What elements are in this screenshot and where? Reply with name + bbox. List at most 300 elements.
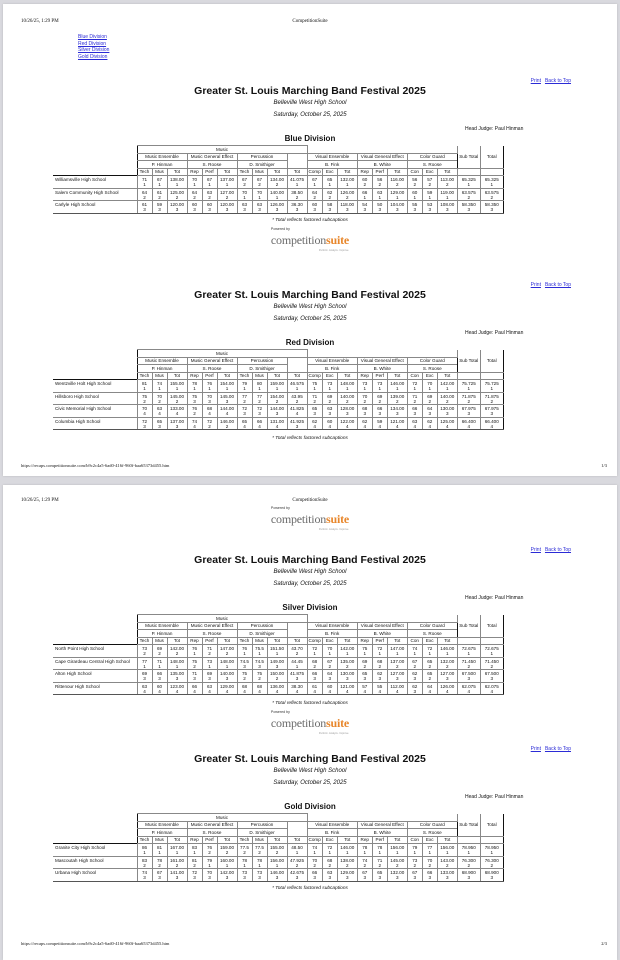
score-value: 70 — [141, 406, 148, 412]
header-music: Music — [137, 350, 307, 358]
competitionsuite-logo — [3, 227, 617, 256]
score-rank: 2 — [363, 398, 367, 404]
score-rank: 2 — [428, 862, 432, 868]
score-rank: 2 — [243, 850, 246, 856]
score-rank: 1 — [413, 850, 417, 856]
table-row — [53, 869, 503, 882]
header-music-ensemble: Music Ensemble — [137, 622, 187, 630]
score-rank: 2 — [363, 862, 367, 868]
score-value: 54 — [362, 202, 368, 208]
score-cell — [287, 380, 307, 393]
back-to-top-link[interactable]: Back to Top — [544, 547, 571, 553]
score-value: 38.30 — [291, 683, 303, 689]
score-rank: 1 — [275, 862, 279, 868]
score-value: 56 — [412, 177, 418, 182]
score-rank: 2 — [275, 182, 279, 188]
col-header-tech: Tech — [137, 372, 152, 380]
score-value: 76 — [191, 646, 198, 651]
score-value: 151.50 — [269, 646, 285, 651]
score-value: 78 — [156, 857, 163, 863]
score-cell — [457, 856, 480, 869]
score-value: 142.00 — [340, 646, 355, 651]
score-value: 154.00 — [219, 381, 235, 386]
score-value: 60 — [327, 418, 333, 424]
score-cell — [237, 682, 252, 695]
score-value: 74 — [156, 381, 163, 386]
score-cell — [422, 869, 437, 882]
score-value: 60 — [412, 189, 418, 195]
score-value: 131.00 — [269, 418, 285, 424]
score-cell — [357, 657, 372, 670]
score-value: 78 — [362, 845, 368, 850]
score-rank: 1 — [158, 386, 161, 392]
print-link[interactable]: Print — [530, 746, 541, 752]
col-header-tot: Tot — [217, 836, 237, 844]
header-sub-total: Sub Total — [457, 146, 480, 169]
score-cell — [322, 392, 337, 405]
score-rank: 4 — [208, 689, 211, 695]
score-cell — [457, 417, 480, 430]
header-music: Music — [137, 615, 307, 623]
score-rank: 4 — [143, 411, 146, 417]
col-header-tot: Tot — [217, 372, 237, 380]
score-rank: 2 — [243, 182, 246, 188]
score-rank: 1 — [378, 386, 382, 392]
score-cell — [307, 188, 322, 201]
logo-tagline: Perform. Analyze. Improve. — [318, 249, 350, 252]
score-cell — [337, 392, 357, 405]
score-cell — [252, 844, 267, 857]
score-rank: 3 — [208, 875, 211, 881]
score-rank: 2 — [313, 862, 316, 868]
header-visual-general-effect: Visual General Effect — [357, 357, 407, 365]
score-cell — [287, 645, 307, 658]
print-link[interactable]: Print — [530, 78, 541, 84]
score-cell — [267, 392, 287, 405]
col-header-perf: Perf — [372, 372, 387, 380]
score-cell — [252, 670, 267, 683]
score-value: 149.00 — [269, 658, 285, 664]
score-rank: 4 — [258, 689, 261, 695]
score-value: 69 — [327, 393, 333, 399]
nav-link-gold-division[interactable]: Gold Division — [78, 53, 108, 60]
score-value: 138.00 — [340, 857, 355, 863]
score-value: 146.00 — [440, 646, 455, 651]
red-score-table — [53, 349, 504, 430]
judge-music-general-effect: S. Roose — [187, 829, 237, 837]
col-header-mus: Mus — [252, 168, 267, 176]
score-value: 74 — [191, 418, 198, 424]
score-value: 42.675 — [289, 870, 305, 876]
score-value: 71 — [141, 177, 148, 182]
score-cell — [437, 188, 457, 201]
score-rank: 2 — [313, 663, 316, 669]
score-rank: 3 — [378, 676, 382, 682]
score-value: 147.00 — [219, 646, 235, 651]
score-cell — [137, 869, 152, 882]
score-cell — [137, 645, 152, 658]
score-rank: 1 — [295, 386, 299, 392]
score-cell — [372, 844, 387, 857]
back-to-top-link[interactable]: Back to Top — [544, 282, 571, 288]
score-value: 137.00 — [169, 418, 185, 424]
score-rank: 3 — [490, 875, 494, 881]
score-cell — [202, 682, 217, 695]
col-header-rep: Rep — [187, 836, 202, 844]
print-datetime: 10/26/25, 1:29 PM — [21, 19, 59, 24]
header-color-guard: Color Guard — [407, 357, 457, 365]
score-rank: 2 — [467, 398, 471, 404]
score-value: 43.95 — [291, 393, 303, 399]
score-cell — [387, 657, 407, 670]
col-header-con: Con — [407, 372, 422, 380]
score-rank: 1 — [158, 182, 161, 188]
score-cell — [457, 844, 480, 857]
score-rank: 3 — [413, 875, 417, 881]
header-music: Music — [137, 146, 307, 154]
score-rank: 2 — [175, 862, 179, 868]
score-rank: 4 — [243, 424, 246, 430]
score-value: 67 — [256, 177, 263, 182]
score-cell — [237, 201, 252, 214]
score-cell — [337, 657, 357, 670]
table-row — [53, 176, 503, 189]
nav-link-blue-division[interactable]: Blue Division — [78, 34, 107, 40]
score-value: 63.575 — [484, 189, 499, 195]
score-cell — [407, 188, 422, 201]
score-cell — [457, 201, 480, 214]
score-value: 73 — [412, 857, 418, 863]
score-cell — [407, 201, 422, 214]
score-cell — [267, 682, 287, 695]
score-value: 68.900 — [461, 870, 476, 876]
score-value: 72 — [312, 646, 318, 651]
header-total: Total — [480, 350, 503, 373]
score-cell — [167, 392, 187, 405]
score-value: 77.5 — [240, 845, 249, 850]
score-rank: 1 — [413, 651, 417, 657]
score-value: 77 — [241, 393, 248, 399]
score-cell — [357, 176, 372, 189]
score-rank: 1 — [275, 386, 279, 392]
score-rank: 1 — [225, 386, 229, 392]
score-cell — [337, 856, 357, 869]
score-rank: 3 — [158, 207, 161, 213]
score-value: 120.00 — [169, 202, 185, 208]
score-value: 65 — [362, 671, 368, 677]
score-cell — [237, 392, 252, 405]
score-value: 41.925 — [289, 418, 305, 424]
score-cell — [387, 201, 407, 214]
score-cell — [252, 392, 267, 405]
judge-music-ensemble: P. Hinman — [137, 365, 187, 373]
nav-link-silver-division[interactable]: Silver Division — [78, 47, 110, 53]
score-rank: 4 — [445, 424, 449, 430]
score-value: 75.725 — [461, 381, 476, 386]
score-cell — [357, 645, 372, 658]
score-value: 132.00 — [440, 658, 455, 664]
score-rank: 3 — [445, 676, 449, 682]
score-value: 65 — [327, 177, 333, 182]
score-cell — [337, 405, 357, 418]
event-date: Saturday, October 25, 2025 — [273, 112, 347, 118]
score-value: 66 — [191, 683, 198, 689]
score-value: 64 — [312, 189, 318, 195]
score-rank: 2 — [175, 194, 179, 200]
score-value: 141.00 — [169, 870, 185, 876]
header-visual-ensemble: Visual Ensemble — [307, 622, 357, 630]
score-rank: 2 — [445, 398, 449, 404]
score-value: 83 — [141, 857, 148, 863]
score-rank: 2 — [467, 663, 471, 669]
score-cell — [387, 176, 407, 189]
score-value: 70 — [427, 381, 433, 386]
score-rank: 3 — [258, 663, 261, 669]
score-rank: 2 — [395, 398, 399, 404]
score-cell — [152, 657, 167, 670]
score-rank: 4 — [363, 424, 367, 430]
score-rank: 1 — [258, 194, 261, 200]
print-link[interactable]: Print — [530, 282, 541, 288]
score-cell — [480, 201, 503, 214]
back-to-top-link[interactable]: Back to Top — [544, 746, 571, 752]
score-cell — [307, 380, 322, 393]
score-rank: 4 — [395, 424, 399, 430]
score-rank: 1 — [428, 850, 432, 856]
col-header-tot: Tot — [167, 637, 187, 645]
score-value: 66 — [427, 870, 433, 876]
score-rank: 2 — [208, 424, 211, 430]
score-cell — [152, 405, 167, 418]
col-header-perf: Perf — [202, 836, 217, 844]
school-name: Wentzville Holt High School — [53, 380, 137, 393]
score-cell — [237, 188, 252, 201]
print-link[interactable]: Print — [530, 547, 541, 553]
score-rank: 2 — [395, 862, 399, 868]
score-value: 72 — [191, 870, 198, 876]
score-value: 75 — [191, 393, 198, 399]
score-cell — [167, 201, 187, 214]
score-rank: 2 — [295, 194, 299, 200]
score-rank: 1 — [225, 862, 229, 868]
score-cell — [407, 869, 422, 882]
score-rank: 4 — [328, 424, 332, 430]
score-value: 148.00 — [169, 658, 185, 664]
score-rank: 2 — [193, 194, 196, 200]
score-value: 70 — [206, 870, 213, 876]
score-cell — [422, 657, 437, 670]
score-cell — [307, 405, 322, 418]
score-value: 123.00 — [169, 683, 185, 689]
score-value: 60 — [156, 683, 163, 689]
logo-name-a: competition — [270, 512, 327, 526]
score-value: 66.400 — [484, 418, 499, 424]
col-header-exc: Exc — [322, 372, 337, 380]
col-header-tech: Tech — [137, 836, 152, 844]
score-cell — [267, 417, 287, 430]
head-judge: Head Judge: Paul Hinman — [465, 330, 524, 336]
score-cell — [357, 380, 372, 393]
score-cell — [252, 176, 267, 189]
score-cell — [137, 657, 152, 670]
table-row — [53, 405, 503, 418]
score-rank: 4 — [295, 411, 299, 417]
score-value: 72 — [206, 418, 213, 424]
score-rank: 3 — [275, 875, 279, 881]
score-value: 140.00 — [269, 189, 285, 195]
score-cell — [287, 188, 307, 201]
score-value: 78 — [256, 857, 263, 863]
score-value: 72.675 — [461, 646, 476, 651]
score-value: 69 — [427, 393, 433, 399]
score-rank: 4 — [345, 424, 349, 430]
judge-visual-ensemble: B. Fink — [307, 161, 357, 169]
score-value: 69 — [206, 671, 213, 677]
top-links — [527, 78, 571, 84]
score-cell — [267, 176, 287, 189]
score-value: 78 — [191, 381, 198, 386]
table-row — [53, 682, 503, 695]
score-cell — [202, 670, 217, 683]
score-value: 63 — [141, 683, 148, 689]
header-music-ensemble: Music Ensemble — [137, 357, 187, 365]
score-cell — [217, 188, 237, 201]
score-value: 65.325 — [484, 177, 499, 182]
col-header-mus: Mus — [152, 168, 167, 176]
header-visual-ensemble: Visual Ensemble — [307, 153, 357, 161]
score-value: 66 — [312, 870, 318, 876]
score-rank: 2 — [158, 398, 161, 404]
col-header-con: Con — [407, 168, 422, 176]
score-rank: 1 — [295, 850, 299, 856]
logo-tagline: Perform. Analyze. Improve. — [318, 528, 350, 531]
score-value: 130.00 — [440, 406, 455, 412]
score-value: 71 — [412, 393, 418, 399]
school-name: Columbia High School — [53, 417, 137, 430]
back-to-top-link[interactable]: Back to Top — [544, 78, 571, 84]
score-cell — [407, 176, 422, 189]
score-rank: 3 — [328, 207, 332, 213]
score-rank: 3 — [413, 411, 417, 417]
score-value: 128.00 — [340, 406, 355, 412]
score-cell — [217, 645, 237, 658]
score-rank: 3 — [243, 411, 246, 417]
score-value: 138.00 — [169, 177, 185, 182]
score-cell — [287, 417, 307, 430]
score-rank: 2 — [428, 676, 432, 682]
score-value: 150.00 — [269, 671, 285, 677]
col-header-tech: Tech — [137, 168, 152, 176]
score-value: 143.00 — [440, 857, 455, 863]
competitionsuite-logo — [3, 710, 617, 739]
score-value: 119.00 — [440, 189, 455, 195]
score-rank: 2 — [345, 398, 349, 404]
blue-score-table — [53, 145, 504, 214]
score-value: 140.00 — [340, 393, 355, 399]
score-rank: 4 — [378, 424, 382, 430]
score-cell — [387, 682, 407, 695]
score-value: 60 — [327, 683, 333, 689]
col-header-mus: Mus — [252, 637, 267, 645]
score-value: 70 — [327, 646, 333, 651]
score-cell — [267, 856, 287, 869]
score-cell — [372, 176, 387, 189]
score-cell — [287, 176, 307, 189]
score-cell — [307, 645, 322, 658]
score-value: 74 — [141, 870, 148, 876]
col-header-con: Con — [407, 637, 422, 645]
col-header-con: Con — [407, 836, 422, 844]
table-row — [53, 856, 503, 869]
score-rank: 1 — [445, 386, 449, 392]
score-rank: 2 — [490, 194, 494, 200]
score-value: 121.00 — [340, 683, 355, 689]
score-value: 129.00 — [390, 189, 405, 195]
score-value: 62 — [377, 671, 383, 677]
score-cell — [422, 201, 437, 214]
score-value: 53 — [427, 202, 433, 208]
score-value: 68 — [377, 658, 383, 664]
score-rank: 2 — [413, 663, 417, 669]
score-value: 156.00 — [269, 857, 285, 863]
table-footnote: * Total reflects factored subcaptions — [272, 701, 348, 706]
score-rank: 3 — [445, 875, 449, 881]
nav-link-red-division[interactable]: Red Division — [78, 40, 107, 47]
print-page-2 — [3, 485, 617, 960]
score-cell — [437, 657, 457, 670]
score-value: 79 — [241, 381, 248, 386]
score-cell — [457, 188, 480, 201]
col-header-tech: Tech — [237, 836, 252, 844]
score-rank: 1 — [193, 182, 196, 188]
score-rank: 1 — [225, 663, 229, 669]
score-value: 62 — [412, 671, 418, 677]
score-value: 69 — [141, 671, 148, 677]
col-header-tot: Tot — [267, 168, 287, 176]
score-cell — [422, 670, 437, 683]
score-value: 59 — [427, 189, 433, 195]
score-cell — [322, 844, 337, 857]
score-value: 62 — [427, 418, 433, 424]
score-value: 72 — [241, 406, 248, 412]
score-value: 146.00 — [390, 381, 405, 386]
score-cell — [480, 176, 503, 189]
score-value: 156.00 — [390, 845, 405, 850]
table-footnote: * Total reflects factored subcaptions — [272, 886, 348, 891]
score-cell — [152, 176, 167, 189]
col-header-tech: Tech — [237, 372, 252, 380]
score-cell — [137, 392, 152, 405]
score-value: 70 — [206, 393, 213, 399]
score-value: 135.00 — [340, 658, 355, 664]
score-rank: 1 — [413, 194, 417, 200]
score-cell — [152, 869, 167, 882]
score-rank: 1 — [490, 850, 494, 856]
score-value: 160.00 — [219, 857, 235, 863]
score-rank: 2 — [143, 398, 146, 404]
col-header-tot: Tot — [217, 637, 237, 645]
score-value: 159.00 — [269, 381, 285, 386]
score-rank: 1 — [208, 182, 211, 188]
col-header-comp: Comp — [308, 373, 321, 379]
col-header-tot: Tot — [167, 168, 187, 176]
score-value: 76 — [191, 406, 198, 412]
score-cell — [357, 856, 372, 869]
score-value: 65 — [312, 406, 318, 412]
score-cell — [202, 417, 217, 430]
score-cell — [372, 405, 387, 418]
score-rank: 3 — [225, 207, 229, 213]
